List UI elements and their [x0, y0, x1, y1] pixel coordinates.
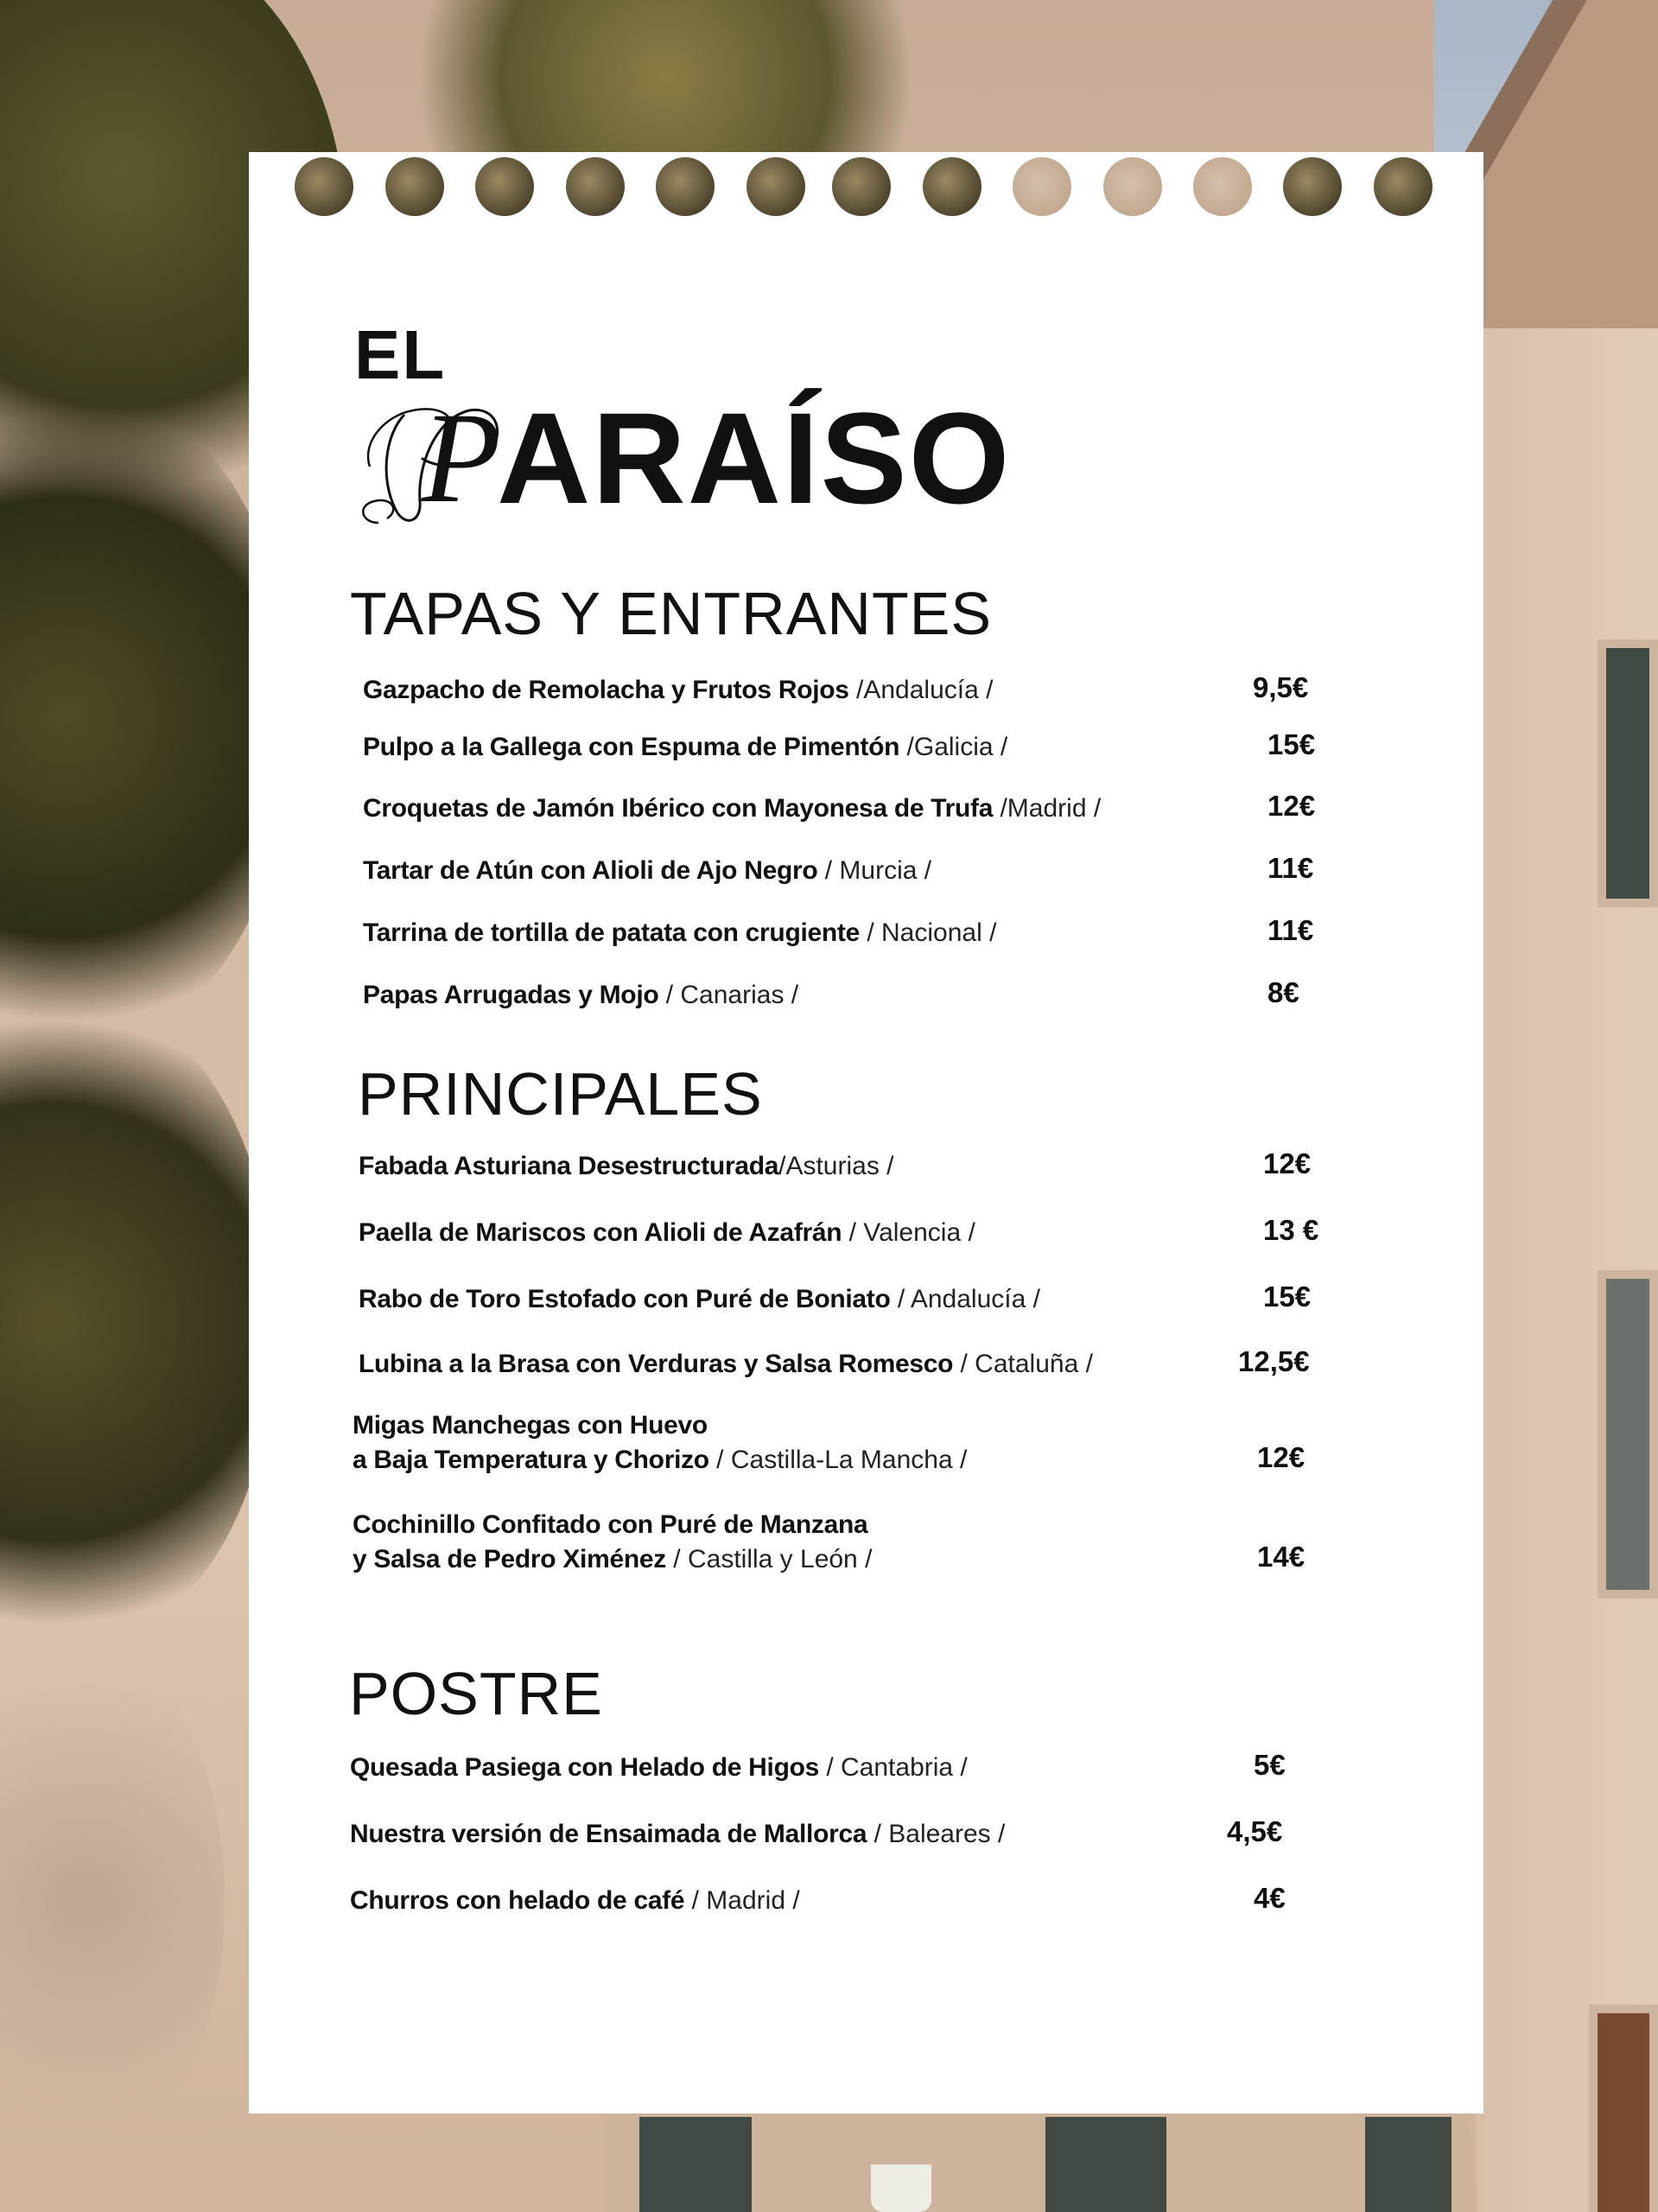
script-letter-p — [353, 380, 517, 536]
dish-region: / Baleares / — [867, 1820, 1006, 1848]
punch-hole — [385, 157, 444, 216]
dish-name: Quesada Pasiega con Helado de Higos — [350, 1753, 820, 1782]
punch-hole — [1103, 157, 1162, 216]
dish-price: 12,5€ — [1238, 1345, 1310, 1377]
section-title-principales: PRINCIPALES — [358, 1060, 763, 1128]
dish-name: Lubina a la Brasa con Verduras y Salsa Romesco — [359, 1350, 954, 1378]
menu-item — [350, 1817, 1005, 1852]
punch-hole — [832, 157, 891, 216]
dish-region: / Nacional / — [860, 918, 997, 947]
dish-price: 12€ — [1257, 1441, 1305, 1473]
punch-hole — [1193, 157, 1252, 216]
dish-region: / Murcia / — [817, 856, 932, 885]
window-shutter — [1598, 639, 1658, 907]
dish-name: Tartar de Atún con Alioli de Ajo Negro — [363, 856, 818, 885]
dish-region: / Castilla-La Mancha / — [708, 1446, 968, 1474]
dish-region: / Cantabria / — [819, 1753, 968, 1782]
punch-hole — [1013, 157, 1071, 216]
dish-name: Fabada Asturiana Desestructurada — [359, 1152, 779, 1180]
dish-region: / Castilla y León / — [665, 1545, 873, 1573]
dish-price: 12€ — [1263, 1147, 1312, 1179]
restaurant-name-main: ARAÍSO — [497, 385, 1012, 531]
dish-name: Gazpacho de Remolacha y Frutos Rojos — [363, 676, 849, 704]
dish-price: 15€ — [1267, 728, 1316, 760]
dish-name-line1: Cochinillo Confitado con Puré de Manzana — [353, 1510, 868, 1539]
punch-hole — [1374, 157, 1432, 216]
punch-hole — [295, 157, 353, 216]
dish-price: 8€ — [1267, 976, 1299, 1008]
dish-name: Churros con helado de café — [350, 1886, 685, 1915]
punch-hole — [656, 157, 715, 216]
dish-region: / Andalucía / — [890, 1285, 1040, 1313]
dish-region: /Asturias / — [778, 1152, 894, 1180]
menu-item — [363, 916, 996, 950]
menu-item — [350, 1884, 800, 1918]
menu-item — [363, 978, 798, 1013]
punch-hole — [923, 157, 981, 216]
menu-item — [359, 1282, 1040, 1317]
section-title-postre: POSTRE — [349, 1660, 603, 1727]
dish-name: Paella de Mariscos con Alioli de Azafrán — [359, 1218, 842, 1247]
dish-name: Nuestra versión de Ensaimada de Mallorca — [350, 1820, 867, 1848]
dish-price: 11€ — [1267, 914, 1314, 946]
dish-region: /Galicia / — [899, 733, 1008, 761]
punch-hole — [746, 157, 805, 216]
menu-item — [353, 1508, 872, 1577]
menu-item — [363, 854, 931, 888]
dish-price: 11€ — [1267, 852, 1314, 884]
punch-hole — [1283, 157, 1342, 216]
punch-hole — [566, 157, 625, 216]
window-shutter — [1598, 1270, 1658, 1599]
menu-item — [359, 1216, 975, 1250]
menu-item — [363, 673, 993, 708]
plant-pot — [871, 2164, 931, 2212]
dish-price: 4€ — [1254, 1882, 1286, 1914]
restaurant-name-top: EL — [354, 316, 447, 393]
dish-name: a Baja Temperatura y Chorizo — [353, 1446, 709, 1474]
foliage — [0, 1642, 225, 2160]
script-letter-text: P — [422, 386, 501, 530]
dish-region: / Canarias / — [658, 981, 799, 1009]
menu-item — [363, 791, 1101, 826]
dish-name: Rabo de Toro Estofado con Puré de Boniato — [359, 1285, 891, 1313]
dish-region: /Andalucía / — [848, 676, 994, 704]
menu-item — [359, 1149, 894, 1184]
menu-item — [350, 1751, 968, 1785]
dish-price: 15€ — [1263, 1281, 1312, 1313]
menu-item — [363, 730, 1007, 765]
dish-price: 5€ — [1254, 1749, 1286, 1781]
dish-price: 9,5€ — [1253, 671, 1309, 703]
dish-price: 13 € — [1263, 1214, 1319, 1246]
menu-item — [353, 1408, 967, 1478]
dish-name: Tarrina de tortilla de patata con crugiente — [363, 918, 861, 947]
dish-price: 14€ — [1257, 1541, 1305, 1573]
menu-item — [359, 1347, 1093, 1382]
dish-name-line1: Migas Manchegas con Huevo — [353, 1411, 708, 1440]
punch-hole — [475, 157, 534, 216]
window-shutter — [1045, 2117, 1166, 2212]
door — [1589, 2005, 1658, 2212]
dish-name: y Salsa de Pedro Ximénez — [353, 1545, 666, 1573]
window-shutter — [1365, 2117, 1452, 2212]
dish-name: Papas Arrugadas y Mojo — [363, 981, 659, 1009]
dish-name: Croquetas de Jamón Ibérico con Mayonesa de Trufa — [363, 794, 994, 823]
dish-region: / Madrid / — [684, 1886, 800, 1915]
window-shutter — [639, 2117, 752, 2212]
foliage — [0, 994, 276, 1650]
dish-region: / Valencia / — [842, 1218, 975, 1247]
dish-region: /Madrid / — [993, 794, 1102, 823]
dish-region: / Cataluña / — [953, 1350, 1093, 1378]
section-title-tapas: TAPAS Y ENTRANTES — [350, 580, 993, 647]
dish-price: 4,5€ — [1227, 1815, 1283, 1847]
dish-price: 12€ — [1267, 790, 1316, 822]
dish-name: Pulpo a la Gallega con Espuma de Pimentón — [363, 733, 900, 761]
